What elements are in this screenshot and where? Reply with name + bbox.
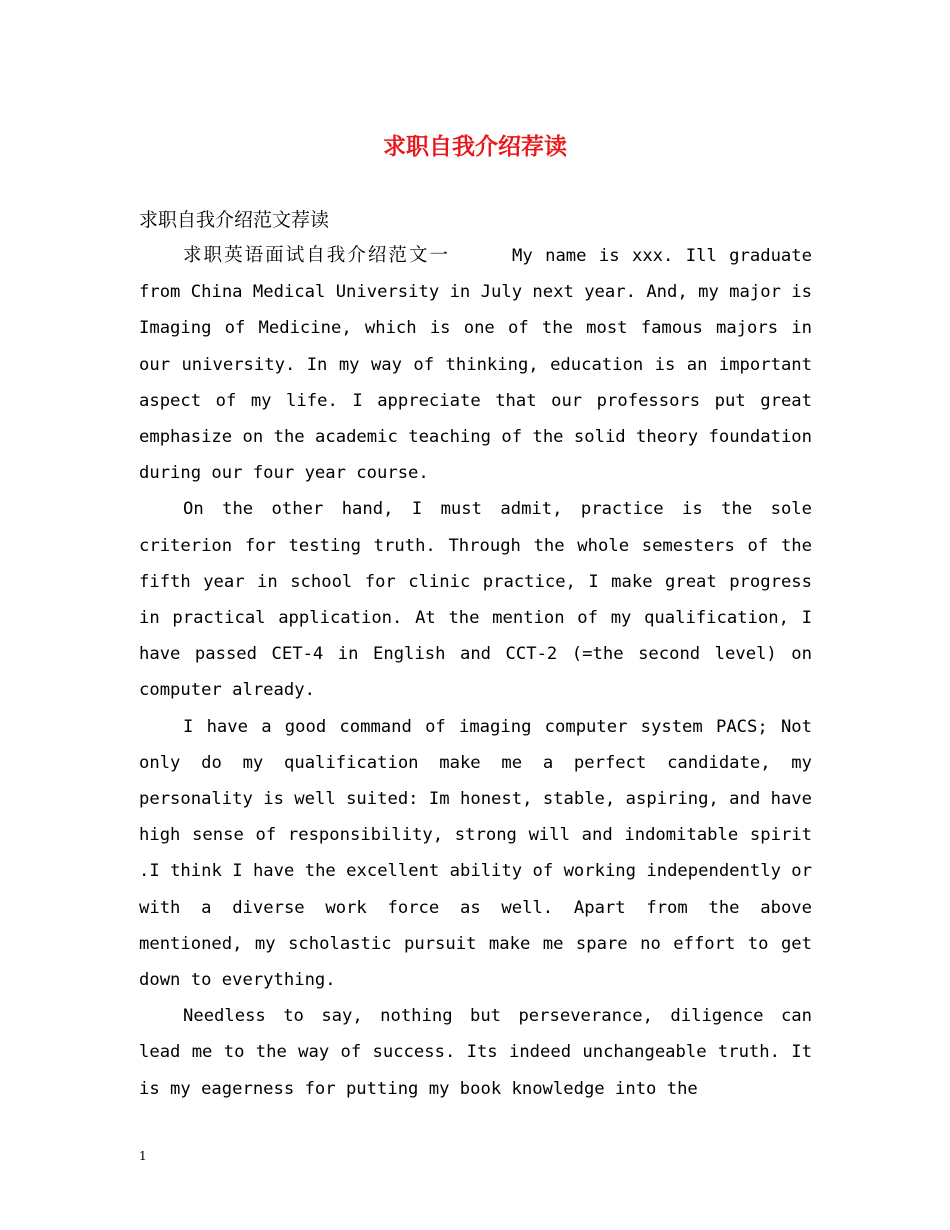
document-title: 求职自我介绍荐读 [383, 133, 567, 160]
paragraph-4-text: Needless to say, nothing but perseverance, diligence can lead me to the way of success. Its indeed unchangeable truth. It is my eagerness for putting my book knowledge into the [139, 1006, 812, 1099]
paragraph-1-text: My name is xxx. Ill graduate from China Medical University in July next year. And, my major is Imaging of Medicine, which is one of the most famous majors in our university. In my way of thinking, education is an important aspect of my life. I appreciate that our professors put great emphasize on the academic teaching of the solid theory foundation during our four year course. [139, 246, 812, 484]
paragraph-2 [139, 491, 812, 708]
document-body [139, 202, 812, 1107]
paragraph-3-text: I have a good command of imaging computer system PACS; Not only do my qualification make me a perfect candidate, my personality is well suited: Im honest, stable, aspiring, and have high sense of responsibility, strong will and indomitable spirit .I think I have the excellent ability of working independently or with a diverse work force as well. Apart from the above mentioned, my scholastic pursuit make me spare no effort to get down to everything. [139, 716, 812, 991]
paragraph-1-lead: 求职英语面试自我介绍范文一 [183, 245, 451, 266]
paragraph-3 [139, 709, 812, 999]
paragraph-4 [139, 998, 812, 1107]
paragraph-2-text: On the other hand, I must admit, practice is the sole criterion for testing truth. Through the whole semesters of the fifth year in school for clinic practice, I make great progress in practical application. At the mention of my qualification, I have passed CET-4 in English and CCT-2 (=the second level) on computer already. [139, 499, 812, 701]
page-number: 1 [139, 1149, 147, 1163]
paragraph-1 [139, 238, 812, 491]
document-subtitle: 求职自我介绍范文荐读 [139, 209, 330, 231]
